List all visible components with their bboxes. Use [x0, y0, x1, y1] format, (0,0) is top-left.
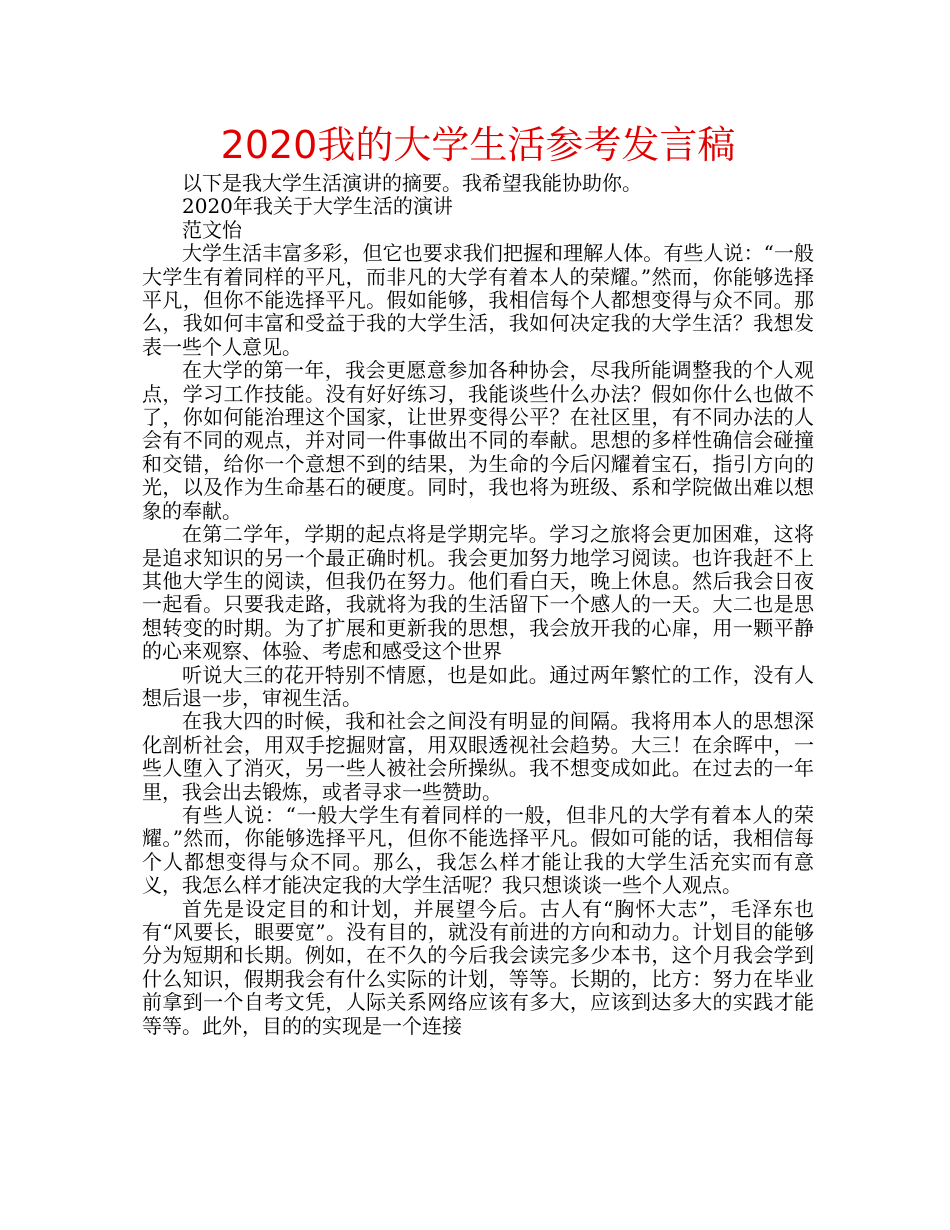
document-title: 2020我的大学生活参考发言稿 [220, 123, 736, 167]
paragraph-opening: 大学生活丰富多彩，但它也要求我们把握和理解人体。有些人说：“一般大学生有着同样的平凡，而非凡的大学有着本人的荣耀。”然而，你能够选择平凡，但你不能选择平凡。假如能够，我相信每个人都想变得与众不同。那么，我如何丰富和受益于我的大学生活，我如何决定我的大学生活？我想发表一些个人意见。 [142, 241, 814, 359]
paragraph-subtitle: 2020年我关于大学生活的演讲 [182, 194, 453, 219]
paragraph-third-year: 听说大三的花开特别不情愿，也是如此。通过两年繁忙的工作，没有人想后退一步，审视生活。 [142, 662, 814, 710]
paragraph-second-year: 在第二学年，学期的起点将是学期完毕。学习之旅将会更加困难，这将是追求知识的另一个最正确时机。我会更加努力地学习阅读。也许我赶不上其他大学生的阅读，但我仍在努力。他们看白天，晚上休息。然后我会日夜一起看。只要我走路，我就将为我的生活留下一个感人的一天。大二也是思想转变的时期。为了扩展和更新我的思想，我会放开我的心扉，用一颗平静的心来观察、体验、考虑和感受这个世界 [142, 522, 814, 664]
paragraph-author: 范文怡 [182, 217, 242, 242]
paragraph-intro: 以下是我大学生活演讲的摘要。我希望我能协助你。 [182, 171, 642, 195]
document-page [142, 118, 814, 1038]
paragraph-goals: 首先是设定目的和计划，并展望今后。古人有“胸怀大志”，毛泽东也有“风要长，眼要宽”。没有目的，就没有前进的方向和动力。计划目的能够分为短期和长期。例如，在不久的今后我会读完多少本书，这个月我会学到什么知识，假期我会有什么实际的计划，等等。长期的，比方：努力在毕业前拿到一个自考文凭，人际关系网络应该有多大，应该到达多大的实践才能等等。此外，目的的实现是一个连接 [142, 896, 814, 1038]
paragraph-opinion: 有些人说：“一般大学生有着同样的一般，但非凡的大学有着本人的荣耀。”然而，你能够选择平凡，但你不能选择平凡。假如可能的话，我相信每个人都想变得与众不同。那么，我怎么样才能让我的大学生活充实而有意义，我怎么样才能决定我的大学生活呢？我只想谈谈一些个人观点。 [142, 802, 814, 898]
paragraph-first-year: 在大学的第一年，我会更愿意参加各种协会，尽我所能调整我的个人观点，学习工作技能。没有好好练习，我能谈些什么办法？假如你什么也做不了，你如何能治理这个国家，让世界变得公平？在社区里，有不同办法的人会有不同的观点，并对同一件事做出不同的奉献。思想的多样性确信会碰撞和交错，给你一个意想不到的结果，为生命的今后闪耀着宝石，指引方向的光，以及作为生命基石的硬度。同时，我也将为班级、系和学院做出难以想象的奉献。 [142, 358, 814, 523]
paragraph-fourth-year: 在我大四的时候，我和社会之间没有明显的间隔。我将用本人的思想深化剖析社会，用双手挖掘财富，用双眼透视社会趋势。大三！在余晖中，一些人堕入了消灭，另一些人被社会所操纵。我不想变成如此。在过去的一年里，我会出去锻炼，或者寻求一些赞助。 [142, 709, 814, 804]
